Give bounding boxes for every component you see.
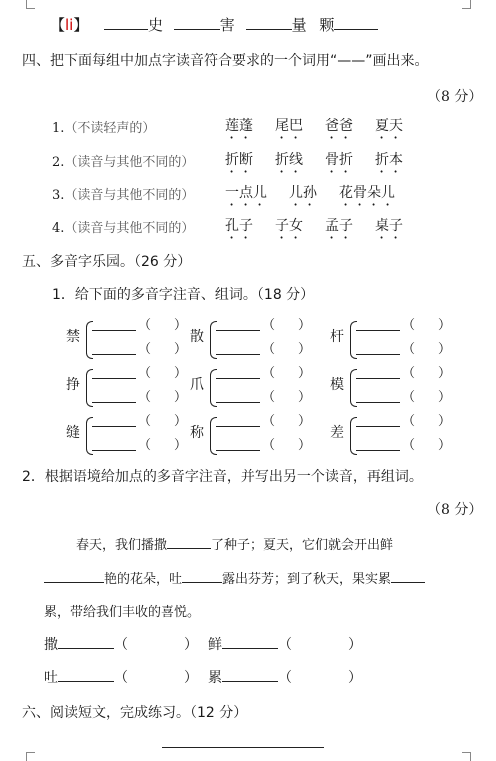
polyphone-char: 挣: [66, 377, 80, 393]
section-5-q2: 2．根据语境给加点的多音字注音，并写出另一个读音，再组词。: [22, 469, 423, 485]
word-option[interactable]: 孟子: [325, 218, 353, 234]
pinyin-paren-open: （: [402, 414, 416, 429]
pinyin-paren-close: ）: [438, 414, 452, 429]
page-corner-mark: [26, 0, 35, 9]
pinyin-paren-open: （: [402, 318, 416, 333]
word-option[interactable]: 莲蓬: [225, 118, 253, 134]
word-option[interactable]: 尾巴: [275, 118, 303, 134]
row-requirement: （读音与其他不同的）: [64, 221, 195, 236]
row-number: 3.: [52, 188, 65, 203]
bracket-open: 【: [50, 16, 66, 34]
top-line: [50, 14, 88, 35]
pinyin-paren-open: （: [138, 390, 152, 405]
pinyin-paren-open: （: [402, 390, 416, 405]
pinyin-paren-open: （: [262, 366, 276, 381]
row-number: 2.: [52, 155, 65, 170]
top-word: 颗: [319, 16, 335, 34]
word-option[interactable]: 子女: [275, 218, 303, 234]
fill-char: 撒: [44, 637, 58, 653]
row-requirement: （读音与其他不同的）: [64, 188, 195, 203]
paren-open: （: [278, 637, 292, 653]
word-blank-line[interactable]: [356, 426, 400, 427]
pinyin-paren-close: ）: [438, 342, 452, 357]
word-blank-line[interactable]: [92, 450, 136, 451]
fill-char: 吐: [44, 670, 58, 686]
pinyin-paren-close: ）: [174, 318, 188, 333]
bracket-close: 】: [73, 16, 89, 34]
paragraph-line-1: [76, 534, 393, 553]
page-corner-mark: [462, 0, 471, 9]
paragraph-text: 春天，我们播撒: [76, 538, 168, 553]
paragraph-text: 艳的花朵，吐: [104, 572, 183, 587]
word-option[interactable]: 折线: [275, 152, 303, 168]
blank-line[interactable]: [167, 534, 211, 549]
top-word: 史: [148, 16, 164, 34]
top-word-row: [104, 14, 378, 35]
polyphone-char: 称: [190, 425, 204, 441]
blank-line[interactable]: [174, 15, 220, 30]
pinyin-paren-close: ）: [298, 342, 312, 357]
section-4-title: 四、把下面每组中加点字读音符合要求的一个词用“——”画出来。: [22, 53, 429, 69]
blank-line[interactable]: [182, 568, 222, 583]
fill-row-2: [208, 634, 362, 654]
word-blank-line[interactable]: [356, 330, 400, 331]
word-option[interactable]: 爸爸: [325, 118, 353, 134]
blank-line[interactable]: [222, 634, 278, 649]
page-corner-mark: [462, 752, 471, 761]
q4-row-4-words: [225, 215, 425, 242]
pinyin-paren-open: （: [262, 318, 276, 333]
pinyin-paren-open: （: [262, 414, 276, 429]
row-requirement: （读音与其他不同的）: [64, 155, 195, 170]
q4-row-3: [52, 184, 194, 203]
section-5-q1: 1．给下面的多音字注音、组词。（18 分）: [52, 287, 315, 303]
fill-char: 累: [208, 670, 222, 686]
pinyin-paren-open: （: [138, 438, 152, 453]
polyphone-char: 爪: [190, 377, 204, 393]
paragraph-line-2: [44, 568, 425, 587]
polyphone-char: 缝: [66, 425, 80, 441]
word-option[interactable]: 儿孙: [289, 185, 317, 201]
blank-line[interactable]: [104, 15, 148, 30]
pinyin-paren-close: ）: [438, 390, 452, 405]
pinyin-paren-close: ）: [298, 366, 312, 381]
row-number: 4.: [52, 221, 65, 236]
blank-line[interactable]: [222, 667, 278, 682]
fill-row-4: [208, 667, 362, 687]
pinyin-paren-open: （: [138, 366, 152, 381]
word-option[interactable]: 孔子: [225, 218, 253, 234]
pinyin-paren-open: （: [138, 318, 152, 333]
pinyin-paren-close: ）: [174, 342, 188, 357]
pinyin-paren-close: ）: [174, 390, 188, 405]
paren-close: ）: [348, 637, 362, 653]
pinyin-paren-close: ）: [298, 438, 312, 453]
word-blank-line[interactable]: [92, 330, 136, 331]
blank-line[interactable]: [391, 568, 425, 583]
word-blank-line[interactable]: [216, 426, 260, 427]
word-blank-line[interactable]: [92, 402, 136, 403]
paren-open: （: [278, 670, 292, 686]
pinyin-tag: li: [65, 16, 74, 34]
pinyin-paren-close: ）: [438, 366, 452, 381]
paren-close: ）: [184, 670, 198, 686]
paren-close: ）: [348, 670, 362, 686]
word-blank-line[interactable]: [216, 378, 260, 379]
word-option[interactable]: 骨折: [325, 152, 353, 168]
pinyin-paren-close: ）: [298, 390, 312, 405]
pinyin-paren-open: （: [262, 390, 276, 405]
word-blank-line[interactable]: [356, 450, 400, 451]
paragraph-line-3: 累，带给我们丰收的喜悦。: [44, 605, 201, 620]
blank-line[interactable]: [44, 568, 104, 583]
pinyin-paren-close: ）: [438, 318, 452, 333]
pinyin-paren-close: ）: [298, 414, 312, 429]
word-option[interactable]: 折断: [225, 152, 253, 168]
top-word: 量: [291, 16, 307, 34]
fill-row-3: [44, 667, 198, 687]
fill-row-1: [44, 634, 198, 654]
fill-char: 鲜: [208, 637, 222, 653]
pinyin-paren-close: ）: [174, 366, 188, 381]
pinyin-paren-open: （: [402, 366, 416, 381]
section-6-title: 六、阅读短文，完成练习。（12 分）: [22, 705, 248, 721]
blank-line[interactable]: [58, 667, 114, 682]
page-corner-mark: [26, 752, 35, 761]
word-blank-line[interactable]: [356, 354, 400, 355]
pinyin-paren-close: ）: [298, 318, 312, 333]
section-5-q2-score: （8 分）: [427, 502, 483, 518]
word-blank-line[interactable]: [92, 426, 136, 427]
blank-line[interactable]: [58, 634, 114, 649]
word-blank-line[interactable]: [216, 354, 260, 355]
q4-row-2-words: [225, 149, 425, 176]
word-option[interactable]: 花骨朵儿: [339, 185, 395, 201]
paragraph-text: 了种子；夏天，它们就会开出鲜: [211, 538, 394, 553]
pinyin-paren-close: ）: [438, 438, 452, 453]
word-blank-line[interactable]: [356, 402, 400, 403]
row-number: 1.: [52, 121, 65, 136]
word-blank-line[interactable]: [92, 378, 136, 379]
q4-row-1-words: [225, 115, 425, 142]
polyphone-char: 模: [330, 377, 344, 393]
word-option[interactable]: 夏天: [375, 118, 403, 134]
top-word: 害: [219, 16, 235, 34]
paren-close: ）: [184, 637, 198, 653]
polyphone-char: 散: [190, 329, 204, 345]
pinyin-paren-close: ）: [174, 438, 188, 453]
pinyin-paren-open: （: [138, 342, 152, 357]
section-4-score: （8 分）: [427, 89, 483, 105]
row-requirement: （不读轻声的）: [64, 121, 156, 136]
word-blank-line[interactable]: [216, 330, 260, 331]
polyphone-char: 杆: [330, 329, 344, 345]
word-blank-line[interactable]: [216, 450, 260, 451]
word-option[interactable]: 一点儿: [225, 185, 267, 201]
word-blank-line[interactable]: [216, 402, 260, 403]
word-option[interactable]: 桌子: [375, 218, 403, 234]
q4-row-3-words: [225, 182, 417, 209]
paren-open: （: [114, 670, 128, 686]
section-5-title: 五、多音字乐园。（26 分）: [22, 254, 192, 270]
blank-line[interactable]: [246, 15, 292, 30]
paragraph-text: 露出芬芳；到了秋天，果实累: [222, 572, 392, 587]
q4-row-4: [52, 217, 194, 236]
pinyin-paren-open: （: [262, 342, 276, 357]
word-option[interactable]: 折本: [375, 152, 403, 168]
pinyin-paren-close: ）: [174, 414, 188, 429]
q4-row-2: [52, 151, 194, 170]
q4-row-1: [52, 117, 155, 136]
paren-open: （: [114, 637, 128, 653]
pinyin-paren-open: （: [138, 414, 152, 429]
blank-line[interactable]: [334, 15, 378, 30]
word-blank-line[interactable]: [92, 354, 136, 355]
word-blank-line[interactable]: [356, 378, 400, 379]
pinyin-paren-open: （: [402, 342, 416, 357]
polyphone-char: 禁: [66, 329, 80, 345]
polyphone-char: 差: [330, 425, 344, 441]
pinyin-paren-open: （: [402, 438, 416, 453]
footer-rule: [162, 747, 324, 748]
pinyin-paren-open: （: [262, 438, 276, 453]
